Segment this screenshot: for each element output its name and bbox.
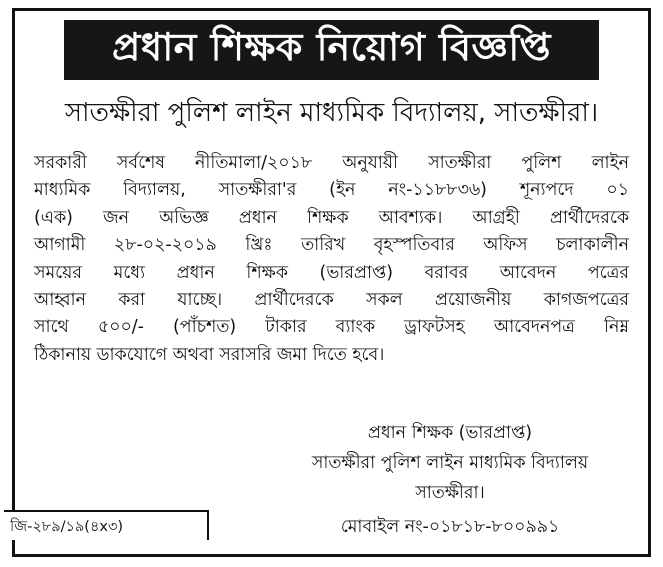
- signatory-school: সাতক্ষীরা পুলিশ লাইন মাধ্যমিক বিদ্যালয়: [311, 453, 589, 473]
- body-line: ঠিকানায় ডাকযোগে অথবা সরাসরি জমা দিতে হবে।: [34, 344, 385, 365]
- reference-code: জি-২৮৯/১৯(৪x৩): [4, 510, 209, 540]
- mobile-number: মোবাইল নং-০১৮১৮-৮০০৯৯১: [340, 517, 560, 537]
- body-line: আহ্বান করা যাচ্ছে। প্রার্থীদেরকে সকল প্রয়োজনীয় কাগজপত্রের: [34, 290, 629, 311]
- school-name-heading: সাতক্ষীরা পুলিশ লাইন মাধ্যমিক বিদ্যালয়, সাতক্ষীরা।: [64, 98, 599, 128]
- body-line: মাধ্যমিক বিদ্যালয়, সাতক্ষীরা'র (ইন নং-১১৮৮৩৬) শূন্যপদে ০১: [34, 180, 629, 201]
- body-line: সরকারী সর্বশেষ নীতিমালা/২০১৮ অনুযায়ী সাতক্ষীরা পুলিশ লাইন: [34, 153, 629, 173]
- body-line: (এক) জন অভিজ্ঞ প্রধান শিক্ষক আবশ্যক। আগ্রহী প্রার্থীদেরকে: [34, 207, 629, 228]
- signatory-location: সাতক্ষীরা।: [415, 483, 485, 503]
- body-line: সময়ের মধ্যে প্রধান শিক্ষক (ভারপ্রাপ্ত) বরাবর আবেদন পত্রের: [34, 262, 629, 283]
- body-line: সাথে ৫০০/- (পাঁচশত) টাকার ব্যাংক ড্রাফটসহ আবেদনপত্র নিম্ন: [34, 317, 629, 338]
- body-line: আগামী ২৮-০২-২০১৯ খ্রিঃ তারিখ বৃহস্পতিবার অফিস চলাকালীন: [34, 235, 629, 256]
- notice-body: [34, 150, 629, 369]
- notice-title: প্রধান শিক্ষক নিয়োগ বিজ্ঞপ্তি: [64, 20, 599, 80]
- signatory-designation: প্রধান শিক্ষক (ভারপ্রাপ্ত): [367, 423, 533, 443]
- signature-block: [260, 418, 640, 508]
